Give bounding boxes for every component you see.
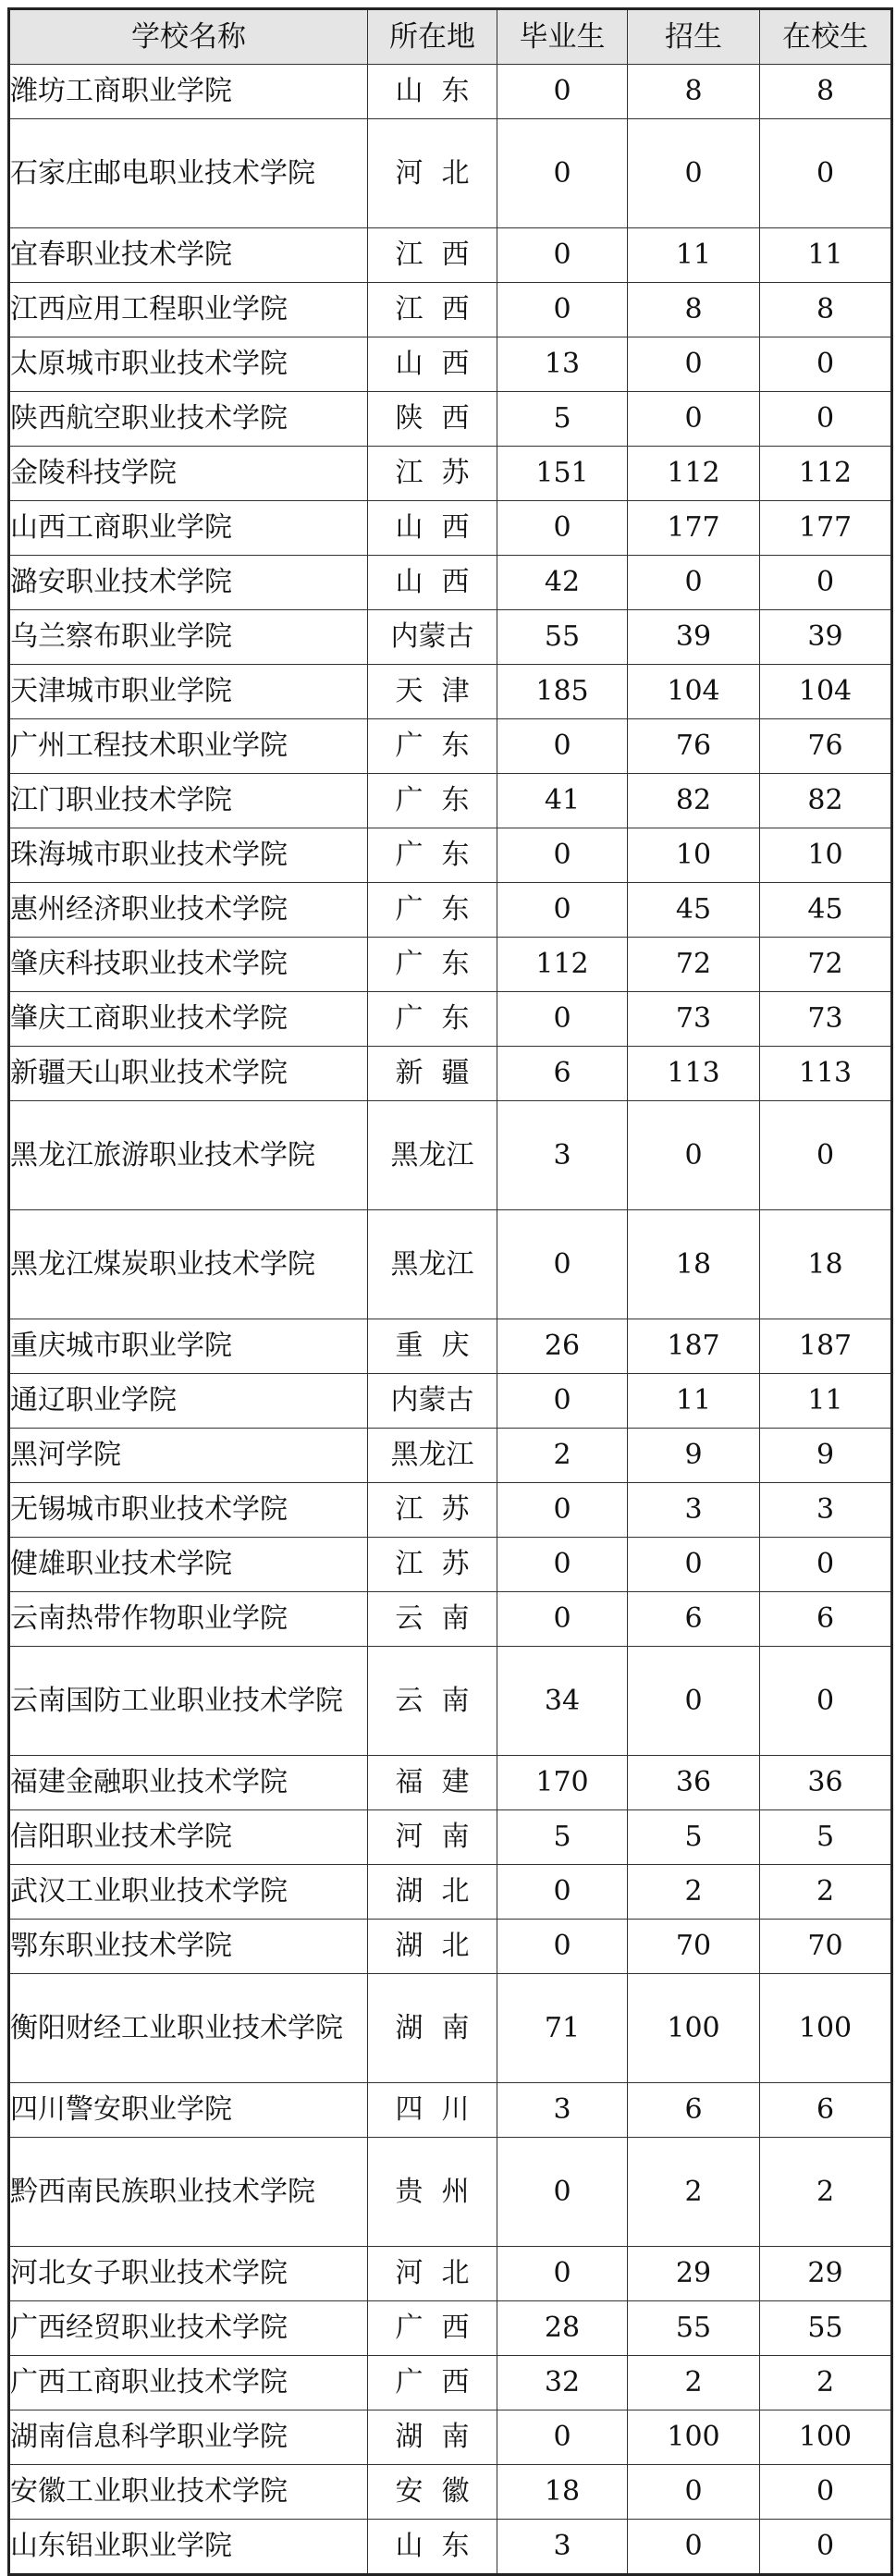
current-students-cell: 3 (760, 1483, 892, 1538)
school-name-cell: 云南热带作物职业学院 (9, 1592, 368, 1647)
school-name-cell: 广西经贸职业技术学院 (9, 2301, 368, 2356)
enrollment-cell: 0 (628, 556, 760, 610)
graduates-cell: 3 (497, 2520, 628, 2575)
location-cell: 云南 (368, 1592, 497, 1647)
graduates-cell: 26 (497, 1319, 628, 1374)
table-row (9, 883, 892, 938)
enrollment-cell: 8 (628, 65, 760, 119)
header-row (9, 9, 892, 65)
school-name-cell: 通辽职业学院 (9, 1374, 368, 1429)
current-students-cell: 18 (760, 1210, 892, 1319)
graduates-cell: 0 (497, 828, 628, 883)
graduates-cell: 151 (497, 447, 628, 501)
current-students-cell: 0 (760, 392, 892, 447)
location-cell: 四川 (368, 2083, 497, 2138)
table-row (9, 610, 892, 665)
school-name-cell: 惠州经济职业技术学院 (9, 883, 368, 938)
graduates-cell: 71 (497, 1974, 628, 2083)
table-row (9, 2410, 892, 2465)
table-row (9, 2138, 892, 2247)
current-students-cell: 100 (760, 2410, 892, 2465)
graduates-cell: 0 (497, 1210, 628, 1319)
location-cell: 重庆 (368, 1319, 497, 1374)
enrollment-cell: 2 (628, 1865, 760, 1920)
current-students-cell: 6 (760, 1592, 892, 1647)
enrollment-cell: 100 (628, 1974, 760, 2083)
table-header (9, 9, 892, 65)
current-students-cell: 70 (760, 1920, 892, 1974)
table-row (9, 774, 892, 828)
enrollment-cell: 18 (628, 1210, 760, 1319)
graduates-cell: 0 (497, 1483, 628, 1538)
location-cell: 广东 (368, 992, 497, 1047)
current-students-cell: 104 (760, 665, 892, 719)
current-students-cell: 10 (760, 828, 892, 883)
school-name-cell: 乌兰察布职业学院 (9, 610, 368, 665)
location-cell: 贵州 (368, 2138, 497, 2247)
school-name-cell: 山东铝业职业学院 (9, 2520, 368, 2575)
school-name-cell: 云南国防工业职业技术学院 (9, 1647, 368, 1756)
graduates-cell: 0 (497, 228, 628, 283)
graduates-cell: 0 (497, 992, 628, 1047)
graduates-cell: 0 (497, 1374, 628, 1429)
current-students-cell: 5 (760, 1810, 892, 1865)
table-row (9, 828, 892, 883)
school-name-cell: 重庆城市职业学院 (9, 1319, 368, 1374)
location-cell: 云南 (368, 1647, 497, 1756)
location-cell: 河北 (368, 2247, 497, 2301)
location-cell: 山东 (368, 65, 497, 119)
table-row (9, 1047, 892, 1101)
school-name-cell: 黔西南民族职业技术学院 (9, 2138, 368, 2247)
enrollment-cell: 177 (628, 501, 760, 556)
graduates-cell: 0 (497, 119, 628, 228)
enrollment-cell: 82 (628, 774, 760, 828)
enrollment-cell: 29 (628, 2247, 760, 2301)
table-row (9, 337, 892, 392)
table-row (9, 1429, 892, 1483)
school-name-cell: 黑河学院 (9, 1429, 368, 1483)
enrollment-cell: 73 (628, 992, 760, 1047)
school-name-cell: 肇庆科技职业技术学院 (9, 938, 368, 992)
current-students-cell: 2 (760, 1865, 892, 1920)
location-cell: 天津 (368, 665, 497, 719)
school-name-cell: 陕西航空职业技术学院 (9, 392, 368, 447)
enrollment-cell: 2 (628, 2356, 760, 2410)
school-name-cell: 黑龙江旅游职业技术学院 (9, 1101, 368, 1210)
graduates-cell: 0 (497, 883, 628, 938)
current-students-cell: 2 (760, 2356, 892, 2410)
school-name-cell: 河北女子职业技术学院 (9, 2247, 368, 2301)
enrollment-cell: 112 (628, 447, 760, 501)
table-row (9, 1538, 892, 1592)
table-row (9, 1374, 892, 1429)
current-students-cell: 0 (760, 1647, 892, 1756)
enrollment-cell: 3 (628, 1483, 760, 1538)
school-name-cell: 广西工商职业技术学院 (9, 2356, 368, 2410)
school-name-cell: 衡阳财经工业职业技术学院 (9, 1974, 368, 2083)
graduates-cell: 2 (497, 1429, 628, 1483)
enrollment-cell: 6 (628, 1592, 760, 1647)
graduates-cell: 5 (497, 1810, 628, 1865)
current-students-cell: 45 (760, 883, 892, 938)
location-cell: 陕西 (368, 392, 497, 447)
location-cell: 广东 (368, 883, 497, 938)
school-name-cell: 新疆天山职业技术学院 (9, 1047, 368, 1101)
current-students-cell: 36 (760, 1756, 892, 1810)
current-students-cell: 0 (760, 2465, 892, 2520)
graduates-cell: 0 (497, 65, 628, 119)
enrollment-cell: 8 (628, 283, 760, 337)
enrollment-cell: 76 (628, 719, 760, 774)
enrollment-cell: 0 (628, 119, 760, 228)
school-name-cell: 宜春职业技术学院 (9, 228, 368, 283)
enrollment-cell: 70 (628, 1920, 760, 1974)
table-row (9, 1319, 892, 1374)
location-cell: 湖南 (368, 1974, 497, 2083)
graduates-cell: 3 (497, 2083, 628, 2138)
school-name-cell: 山西工商职业学院 (9, 501, 368, 556)
enrollment-cell: 72 (628, 938, 760, 992)
enrollment-cell: 9 (628, 1429, 760, 1483)
table-row (9, 119, 892, 228)
school-name-cell: 天津城市职业学院 (9, 665, 368, 719)
table-row (9, 992, 892, 1047)
graduates-cell: 6 (497, 1047, 628, 1101)
school-name-cell: 安徽工业职业技术学院 (9, 2465, 368, 2520)
graduates-cell: 185 (497, 665, 628, 719)
table-row (9, 1865, 892, 1920)
graduates-cell: 0 (497, 283, 628, 337)
current-students-cell: 113 (760, 1047, 892, 1101)
table-row (9, 1647, 892, 1756)
current-students-cell: 112 (760, 447, 892, 501)
location-cell: 山西 (368, 501, 497, 556)
location-cell: 黑龙江 (368, 1101, 497, 1210)
location-cell: 广西 (368, 2301, 497, 2356)
graduates-cell: 0 (497, 2410, 628, 2465)
enrollment-cell: 0 (628, 1101, 760, 1210)
graduates-cell: 170 (497, 1756, 628, 1810)
header-location: 所在地 (368, 9, 497, 65)
location-cell: 江苏 (368, 447, 497, 501)
current-students-cell: 8 (760, 65, 892, 119)
location-cell: 湖北 (368, 1865, 497, 1920)
school-name-cell: 江西应用工程职业学院 (9, 283, 368, 337)
school-name-cell: 太原城市职业技术学院 (9, 337, 368, 392)
graduates-cell: 5 (497, 392, 628, 447)
enrollment-cell: 5 (628, 1810, 760, 1865)
table-row (9, 665, 892, 719)
school-name-cell: 湖南信息科学职业学院 (9, 2410, 368, 2465)
graduates-cell: 18 (497, 2465, 628, 2520)
enrollment-cell: 0 (628, 2520, 760, 2575)
school-name-cell: 肇庆工商职业技术学院 (9, 992, 368, 1047)
header-school-name: 学校名称 (9, 9, 368, 65)
graduates-cell: 41 (497, 774, 628, 828)
table-row (9, 501, 892, 556)
current-students-cell: 6 (760, 2083, 892, 2138)
location-cell: 江西 (368, 228, 497, 283)
location-cell: 广东 (368, 774, 497, 828)
enrollment-cell: 45 (628, 883, 760, 938)
enrollment-cell: 0 (628, 1538, 760, 1592)
graduates-cell: 0 (497, 501, 628, 556)
current-students-cell: 187 (760, 1319, 892, 1374)
school-name-cell: 武汉工业职业技术学院 (9, 1865, 368, 1920)
school-name-cell: 潞安职业技术学院 (9, 556, 368, 610)
table-row (9, 2247, 892, 2301)
location-cell: 河南 (368, 1810, 497, 1865)
table-row (9, 1101, 892, 1210)
current-students-cell: 11 (760, 228, 892, 283)
location-cell: 内蒙古 (368, 610, 497, 665)
current-students-cell: 39 (760, 610, 892, 665)
table-row (9, 1974, 892, 2083)
current-students-cell: 0 (760, 556, 892, 610)
header-graduates: 毕业生 (497, 9, 628, 65)
current-students-cell: 11 (760, 1374, 892, 1429)
enrollment-cell: 6 (628, 2083, 760, 2138)
enrollment-cell: 0 (628, 337, 760, 392)
graduates-cell: 32 (497, 2356, 628, 2410)
current-students-cell: 177 (760, 501, 892, 556)
graduates-cell: 34 (497, 1647, 628, 1756)
current-students-cell: 0 (760, 2520, 892, 2575)
table-row (9, 447, 892, 501)
location-cell: 山东 (368, 2520, 497, 2575)
table-row (9, 719, 892, 774)
location-cell: 湖南 (368, 2410, 497, 2465)
enrollment-cell: 187 (628, 1319, 760, 1374)
header-current-students: 在校生 (760, 9, 892, 65)
school-name-cell: 鄂东职业技术学院 (9, 1920, 368, 1974)
location-cell: 山西 (368, 556, 497, 610)
enrollment-cell: 55 (628, 2301, 760, 2356)
location-cell: 江西 (368, 283, 497, 337)
school-enrollment-table (7, 7, 893, 2576)
school-name-cell: 广州工程技术职业学院 (9, 719, 368, 774)
current-students-cell: 29 (760, 2247, 892, 2301)
location-cell: 江苏 (368, 1538, 497, 1592)
location-cell: 黑龙江 (368, 1210, 497, 1319)
school-name-cell: 四川警安职业学院 (9, 2083, 368, 2138)
table-row (9, 65, 892, 119)
location-cell: 广东 (368, 938, 497, 992)
current-students-cell: 55 (760, 2301, 892, 2356)
location-cell: 内蒙古 (368, 1374, 497, 1429)
school-name-cell: 金陵科技学院 (9, 447, 368, 501)
table-row (9, 2520, 892, 2575)
table-row (9, 392, 892, 447)
table-row (9, 283, 892, 337)
current-students-cell: 2 (760, 2138, 892, 2247)
enrollment-cell: 2 (628, 2138, 760, 2247)
table-row (9, 2465, 892, 2520)
enrollment-cell: 10 (628, 828, 760, 883)
location-cell: 广西 (368, 2356, 497, 2410)
location-cell: 江苏 (368, 1483, 497, 1538)
table-row (9, 1592, 892, 1647)
location-cell: 新疆 (368, 1047, 497, 1101)
table-body (9, 65, 892, 2575)
location-cell: 黑龙江 (368, 1429, 497, 1483)
graduates-cell: 0 (497, 1920, 628, 1974)
enrollment-cell: 0 (628, 392, 760, 447)
enrollment-cell: 0 (628, 1647, 760, 1756)
table-row (9, 556, 892, 610)
enrollment-cell: 36 (628, 1756, 760, 1810)
graduates-cell: 13 (497, 337, 628, 392)
graduates-cell: 0 (497, 1592, 628, 1647)
enrollment-cell: 104 (628, 665, 760, 719)
school-name-cell: 信阳职业技术学院 (9, 1810, 368, 1865)
graduates-cell: 55 (497, 610, 628, 665)
graduates-cell: 0 (497, 2138, 628, 2247)
table-row (9, 1756, 892, 1810)
school-name-cell: 福建金融职业技术学院 (9, 1756, 368, 1810)
table-row (9, 1810, 892, 1865)
location-cell: 福建 (368, 1756, 497, 1810)
school-name-cell: 珠海城市职业技术学院 (9, 828, 368, 883)
current-students-cell: 0 (760, 337, 892, 392)
location-cell: 湖北 (368, 1920, 497, 1974)
enrollment-cell: 113 (628, 1047, 760, 1101)
graduates-cell: 0 (497, 2247, 628, 2301)
table-row (9, 938, 892, 992)
current-students-cell: 72 (760, 938, 892, 992)
graduates-cell: 0 (497, 1865, 628, 1920)
current-students-cell: 8 (760, 283, 892, 337)
location-cell: 山西 (368, 337, 497, 392)
enrollment-cell: 100 (628, 2410, 760, 2465)
current-students-cell: 0 (760, 1538, 892, 1592)
enrollment-cell: 0 (628, 2465, 760, 2520)
current-students-cell: 9 (760, 1429, 892, 1483)
header-enrollment: 招生 (628, 9, 760, 65)
location-cell: 安徽 (368, 2465, 497, 2520)
graduates-cell: 42 (497, 556, 628, 610)
table-row (9, 2356, 892, 2410)
graduates-cell: 0 (497, 1538, 628, 1592)
location-cell: 广东 (368, 719, 497, 774)
current-students-cell: 100 (760, 1974, 892, 2083)
graduates-cell: 112 (497, 938, 628, 992)
graduates-cell: 0 (497, 719, 628, 774)
school-name-cell: 江门职业技术学院 (9, 774, 368, 828)
enrollment-cell: 11 (628, 1374, 760, 1429)
school-name-cell: 黑龙江煤炭职业技术学院 (9, 1210, 368, 1319)
school-name-cell: 石家庄邮电职业技术学院 (9, 119, 368, 228)
table-row (9, 1920, 892, 1974)
current-students-cell: 0 (760, 1101, 892, 1210)
enrollment-cell: 11 (628, 228, 760, 283)
table-row (9, 1210, 892, 1319)
current-students-cell: 76 (760, 719, 892, 774)
current-students-cell: 73 (760, 992, 892, 1047)
current-students-cell: 82 (760, 774, 892, 828)
school-name-cell: 无锡城市职业技术学院 (9, 1483, 368, 1538)
current-students-cell: 0 (760, 119, 892, 228)
enrollment-cell: 39 (628, 610, 760, 665)
table-row (9, 228, 892, 283)
graduates-cell: 28 (497, 2301, 628, 2356)
table-row (9, 1483, 892, 1538)
location-cell: 广东 (368, 828, 497, 883)
school-name-cell: 健雄职业技术学院 (9, 1538, 368, 1592)
location-cell: 河北 (368, 119, 497, 228)
school-name-cell: 潍坊工商职业学院 (9, 65, 368, 119)
table-row (9, 2083, 892, 2138)
graduates-cell: 3 (497, 1101, 628, 1210)
table-row (9, 2301, 892, 2356)
